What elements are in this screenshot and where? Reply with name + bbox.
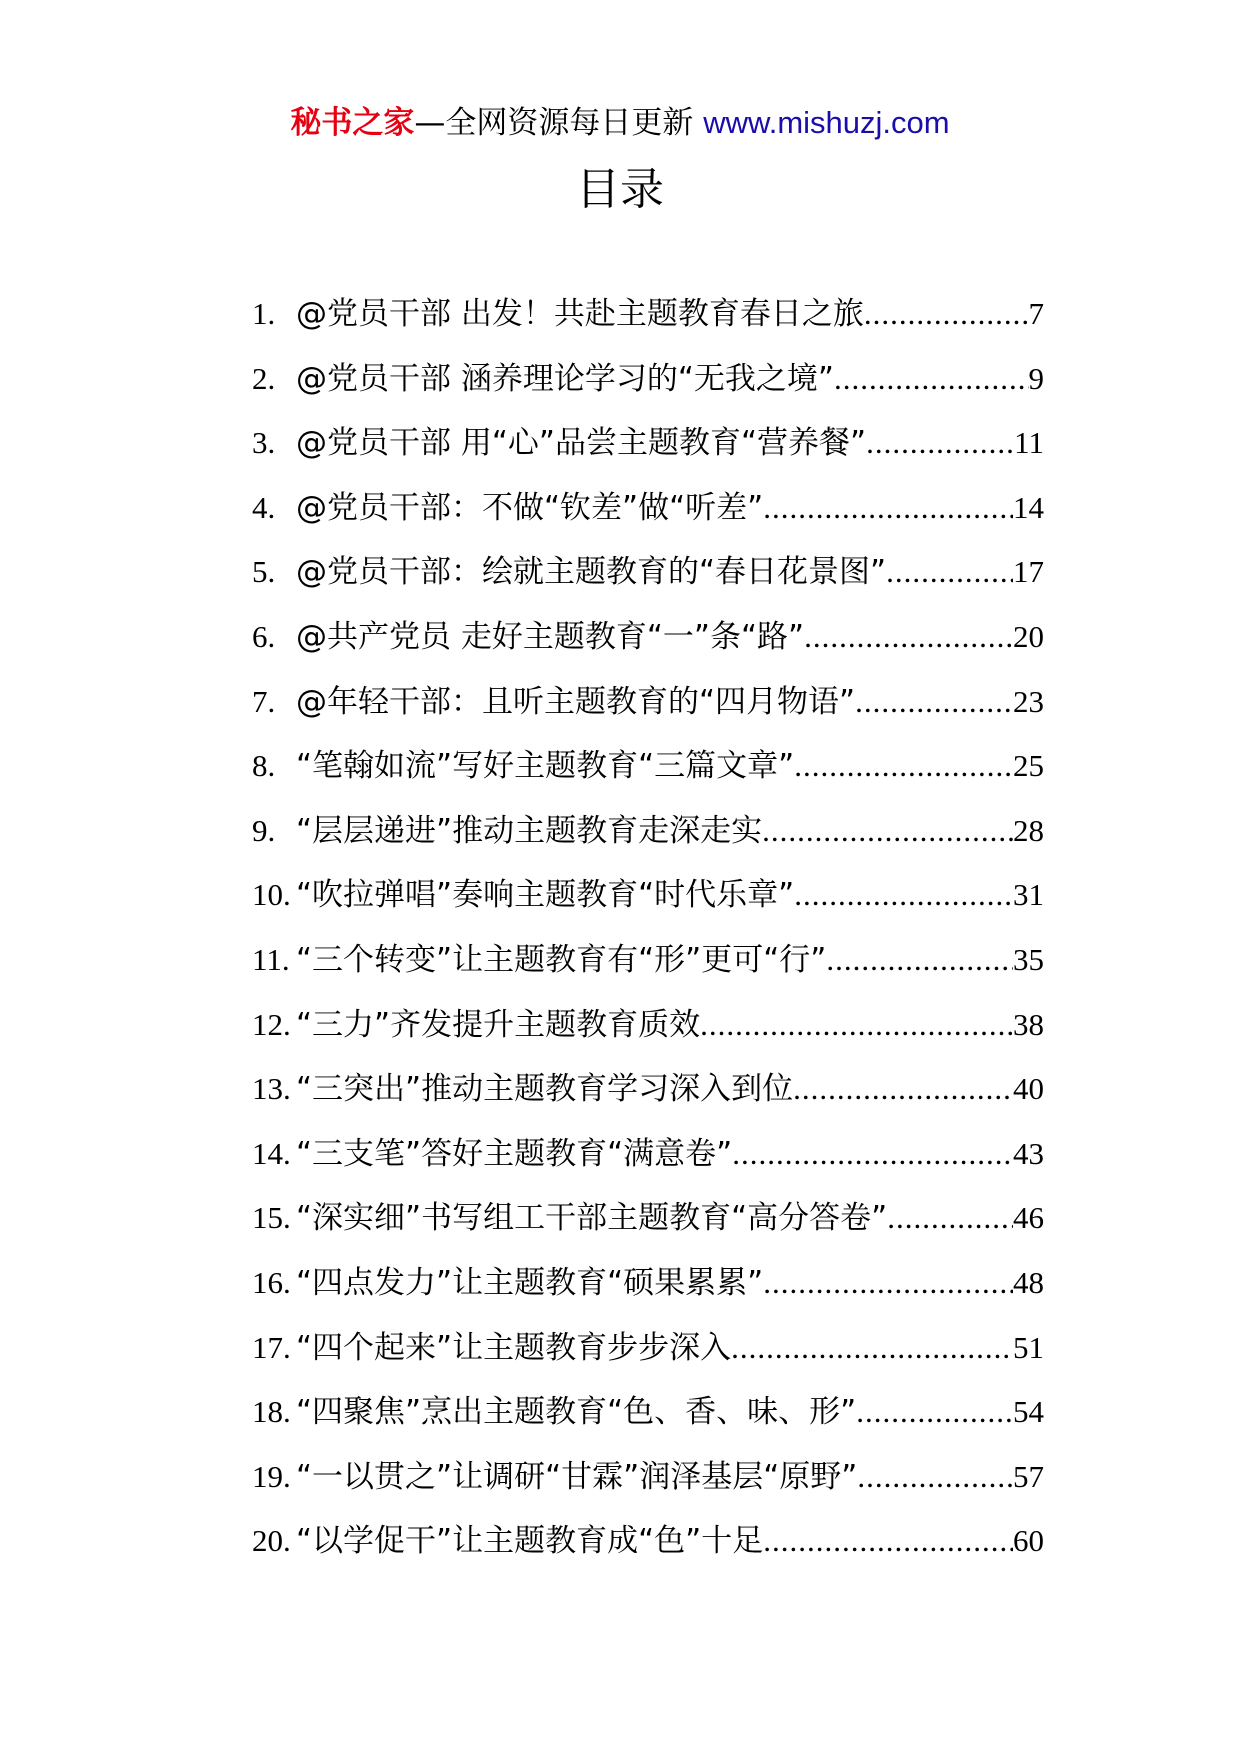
- toc-entry[interactable]: [252, 746, 1044, 811]
- toc-entry-title: “深实细”书写组工干部主题教育“高分答卷”: [296, 1200, 888, 1237]
- toc-entry-number: 12.: [252, 1006, 291, 1042]
- toc-entry-title: “层层递进”推动主题教育走深走实: [296, 812, 763, 849]
- toc-entry-title: “四个起来”让主题教育步步深入: [296, 1329, 732, 1366]
- toc-entry-number: 11.: [252, 941, 290, 977]
- toc-entry-page-number: 7: [1028, 296, 1044, 331]
- toc-entry-page-number: 54: [1013, 1394, 1044, 1430]
- toc-entry-title: @党员干部：绘就主题教育的“春日花景图”: [296, 554, 887, 591]
- toc-entry-number: 19.: [252, 1458, 291, 1494]
- toc-dot-leader: [794, 746, 1013, 786]
- toc-entry-page-number: 60: [1013, 1523, 1044, 1559]
- toc-entry-title: “三支笔”答好主题教育“满意卷”: [296, 1135, 733, 1172]
- toc-dot-leader: [732, 1134, 1013, 1174]
- site-banner: [0, 103, 1240, 143]
- table-of-contents: [252, 294, 1044, 1586]
- toc-entry[interactable]: [252, 1005, 1044, 1070]
- brand-name: 秘书之家: [290, 105, 415, 141]
- toc-dot-leader: [804, 617, 1013, 657]
- toc-entry-number: 9.: [252, 812, 276, 848]
- toc-entry[interactable]: [252, 423, 1044, 488]
- toc-entry-page-number: 25: [1013, 748, 1044, 784]
- toc-dot-leader: [731, 1328, 1013, 1368]
- toc-entry[interactable]: [252, 1521, 1044, 1586]
- toc-entry-page-number: 9: [1028, 360, 1044, 396]
- toc-entry-title: @党员干部 出发！共赴主题教育春日之旅: [296, 296, 864, 332]
- toc-entry[interactable]: [252, 811, 1044, 876]
- toc-entry-title: @党员干部 用“心”品尝主题教育“营养餐”: [296, 425, 867, 462]
- toc-entry-title: @年轻干部：且听主题教育的“四月物语”: [296, 683, 856, 720]
- toc-entry-page-number: 51: [1013, 1329, 1044, 1365]
- toc-entry-title: “四聚焦”烹出主题教育“色、香、味、形”: [296, 1394, 857, 1431]
- toc-entry-title: “三力”齐发提升主题教育质效: [296, 1006, 701, 1043]
- toc-entry-page-number: 40: [1013, 1071, 1044, 1107]
- toc-dot-leader: [886, 552, 1013, 592]
- banner-slogan: —全网资源每日更新: [414, 105, 694, 141]
- toc-entry-title: “吹拉弹唱”奏响主题教育“时代乐章”: [296, 877, 795, 914]
- toc-entry[interactable]: [252, 1263, 1044, 1328]
- toc-entry[interactable]: [252, 940, 1044, 1005]
- toc-entry-number: 17.: [252, 1329, 291, 1365]
- toc-dot-leader: [864, 294, 1029, 334]
- toc-entry[interactable]: [252, 488, 1044, 553]
- toc-entry-title: “四点发力”让主题教育“硕果累累”: [296, 1264, 764, 1301]
- toc-entry-page-number: 48: [1013, 1264, 1044, 1300]
- toc-entry[interactable]: [252, 359, 1044, 424]
- toc-entry-page-number: 11: [1014, 425, 1044, 461]
- toc-entry[interactable]: [252, 1134, 1044, 1199]
- toc-dot-leader: [856, 1392, 1013, 1432]
- toc-dot-leader: [763, 488, 1013, 528]
- toc-dot-leader: [834, 359, 1029, 399]
- toc-entry-page-number: 17: [1013, 554, 1044, 590]
- toc-entry[interactable]: [252, 682, 1044, 747]
- toc-entry-number: 14.: [252, 1135, 291, 1171]
- toc-entry[interactable]: [252, 617, 1044, 682]
- toc-entry-number: 4.: [252, 489, 276, 525]
- toc-dot-leader: [763, 1263, 1013, 1303]
- toc-entry-title: @党员干部 涵养理论学习的“无我之境”: [296, 360, 834, 397]
- toc-entry-title: “三突出”推动主题教育学习深入到位: [296, 1071, 794, 1108]
- toc-entry-page-number: 35: [1013, 941, 1044, 977]
- toc-dot-leader: [857, 1457, 1013, 1497]
- toc-entry-page-number: 57: [1013, 1458, 1044, 1494]
- toc-entry[interactable]: [252, 1392, 1044, 1457]
- toc-entry-title: “一以贯之”让调研“甘霖”润泽基层“原野”: [296, 1458, 858, 1495]
- toc-entry-number: 5.: [252, 554, 276, 590]
- toc-entry-title: “笔翰如流”写好主题教育“三篇文章”: [296, 748, 795, 785]
- toc-entry-number: 1.: [252, 296, 276, 331]
- toc-entry-number: 3.: [252, 425, 276, 461]
- toc-entry-page-number: 31: [1013, 877, 1044, 913]
- toc-dot-leader: [855, 682, 1013, 722]
- toc-entry-number: 20.: [252, 1523, 291, 1559]
- toc-entry-title: @党员干部：不做“钦差”做“听差”: [296, 489, 764, 526]
- toc-entry-number: 2.: [252, 360, 276, 396]
- toc-dot-leader: [826, 940, 1013, 980]
- toc-dot-leader: [700, 1005, 1013, 1045]
- site-url-link[interactable]: www.mishuzj.com: [703, 105, 950, 140]
- toc-entry[interactable]: [252, 875, 1044, 940]
- toc-entry-number: 8.: [252, 748, 276, 784]
- toc-entry[interactable]: [252, 1069, 1044, 1134]
- toc-entry[interactable]: [252, 1198, 1044, 1263]
- toc-entry-number: 10.: [252, 877, 291, 913]
- toc-dot-leader: [793, 1069, 1013, 1109]
- toc-entry-page-number: 28: [1013, 812, 1044, 848]
- toc-entry-number: 18.: [252, 1394, 291, 1430]
- toc-entry-page-number: 43: [1013, 1135, 1044, 1171]
- toc-entry-title: “以学促干”让主题教育成“色”十足: [296, 1523, 764, 1560]
- toc-entry-number: 13.: [252, 1071, 291, 1107]
- toc-dot-leader: [762, 811, 1013, 851]
- toc-entry-title: @共产党员 走好主题教育“一”条“路”: [296, 618, 805, 655]
- toc-entry-page-number: 14: [1013, 489, 1044, 525]
- page-title: 目录: [576, 164, 664, 215]
- toc-entry[interactable]: [252, 552, 1044, 617]
- toc-entry[interactable]: [252, 294, 1044, 359]
- toc-entry-page-number: 23: [1013, 683, 1044, 719]
- toc-entry-page-number: 20: [1013, 618, 1044, 654]
- toc-dot-leader: [866, 423, 1014, 463]
- toc-entry[interactable]: [252, 1328, 1044, 1393]
- toc-entry-number: 15.: [252, 1200, 291, 1236]
- toc-dot-leader: [763, 1521, 1013, 1561]
- toc-entry-number: 7.: [252, 683, 276, 719]
- toc-dot-leader: [887, 1198, 1013, 1238]
- toc-entry-page-number: 38: [1013, 1006, 1044, 1042]
- toc-dot-leader: [794, 875, 1013, 915]
- toc-entry[interactable]: [252, 1457, 1044, 1522]
- toc-entry-title: “三个转变”让主题教育有“形”更可“行”: [296, 941, 827, 978]
- toc-entry-page-number: 46: [1013, 1200, 1044, 1236]
- toc-entry-number: 16.: [252, 1264, 291, 1300]
- toc-entry-number: 6.: [252, 618, 276, 654]
